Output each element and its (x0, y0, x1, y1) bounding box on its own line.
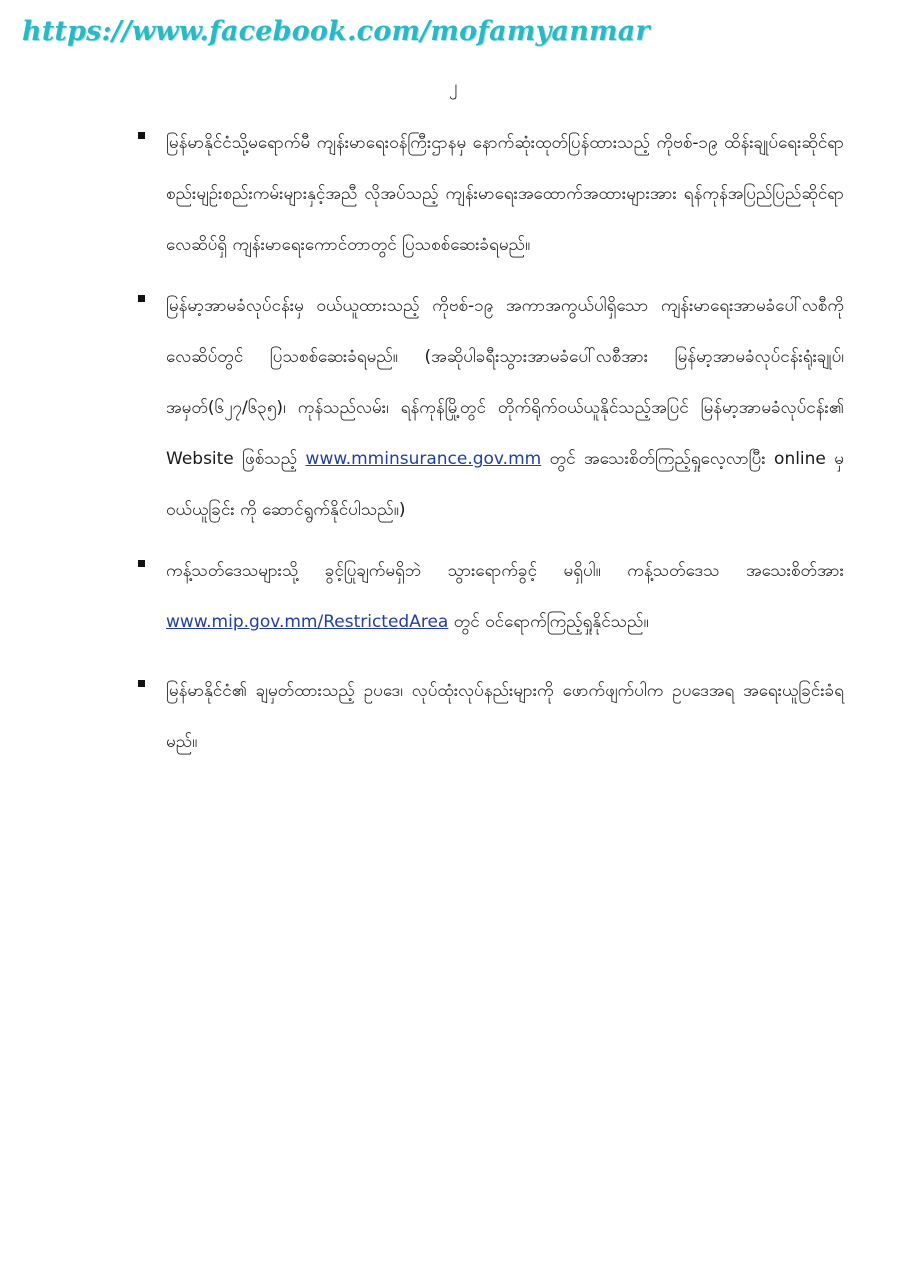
square-bullet-icon (138, 295, 145, 302)
page-number: ၂ (448, 77, 458, 97)
facebook-url-watermark: https://www.facebook.com/mofamyanmar (22, 16, 650, 47)
list-item (138, 546, 844, 648)
list-item-text-after: တွင် အသေးစိတ်ကြည့်ရှုလေ့လာပြီး online မှ ဝယ်ယူခြင်း ကို ဆောင်ရွက်နိုင်ပါသည်။) (166, 449, 844, 520)
bullet-list (138, 118, 844, 778)
square-bullet-icon (138, 560, 145, 567)
list-item-text (166, 546, 844, 648)
square-bullet-icon (138, 132, 145, 139)
list-item-text-before: မြန်မာ့အာမခံလုပ်ငန်းမှ ဝယ်ယူထားသည့် ကိုဗစ်-၁၉ အကာအကွယ်ပါရှိသော ကျန်းမာရေးအာမခံပေါ်လစီကို လေဆိပ်တွင် ပြသစစ်ဆေးခံရမည်။ (အဆိုပါခရီးသွားအာမခံပေါ်လစီအား မြန်မာ့အာမခံလုပ်ငန်းရုံးချုပ်၊ အမှတ်(၆၂၇/၆၃၅)၊ ကုန်သည်လမ်း၊ ရန်ကုန်မြို့တွင် တိုက်ရိုက်ဝယ်ယူနိုင်သည့်အပြင် မြန်မာ့အာမခံလုပ်ငန်း၏ Website ဖြစ်သည့် (166, 296, 844, 469)
list-item-text: မြန်မာနိုင်ငံ၏ ချမှတ်ထားသည့် ဥပဒေ၊ လုပ်ထုံးလုပ်နည်းများကို ဖောက်ဖျက်ပါက ဥပဒေအရ အရေးယူခြင်းခံရမည်။ (166, 681, 844, 752)
list-item-text-before: ကန့်သတ်ဒေသများသို့ ခွင့်ပြုချက်မရှိဘဲ သွားရောက်ခွင့် မရှိပါ။ ကန့်သတ်ဒေသ အသေးစိတ်အား (166, 561, 844, 581)
list-item (138, 666, 844, 768)
list-item-text-after: တွင် ဝင်ရောက်ကြည့်ရှုနိုင်သည်။ (448, 612, 649, 632)
list-item (138, 118, 844, 271)
list-item-text: မြန်မာနိုင်ငံသို့မရောက်မီ ကျန်းမာရေးဝန်ကြီးဌာနမှ နောက်ဆုံးထုတ်ပြန်ထားသည့် ကိုဗစ်-၁၉ ထိန်းချုပ်ရေးဆိုင်ရာ စည်းမျဉ်းစည်းကမ်းများနှင့်အညီ လိုအပ်သည့် ကျန်းမာရေးအထောက်အထားများအား ရန်ကုန်အပြည်ပြည်ဆိုင်ရာလေဆိပ်ရှိ ကျန်းမာရေးကောင်တာတွင် ပြသစစ်ဆေးခံရမည်။ (166, 133, 844, 255)
mminsurance-link[interactable]: www.mminsurance.gov.mm (305, 449, 542, 469)
restricted-area-link[interactable]: www.mip.gov.mm/RestrictedArea (166, 612, 449, 632)
list-item (138, 281, 844, 536)
square-bullet-icon (138, 680, 145, 687)
list-item-text (166, 281, 844, 536)
